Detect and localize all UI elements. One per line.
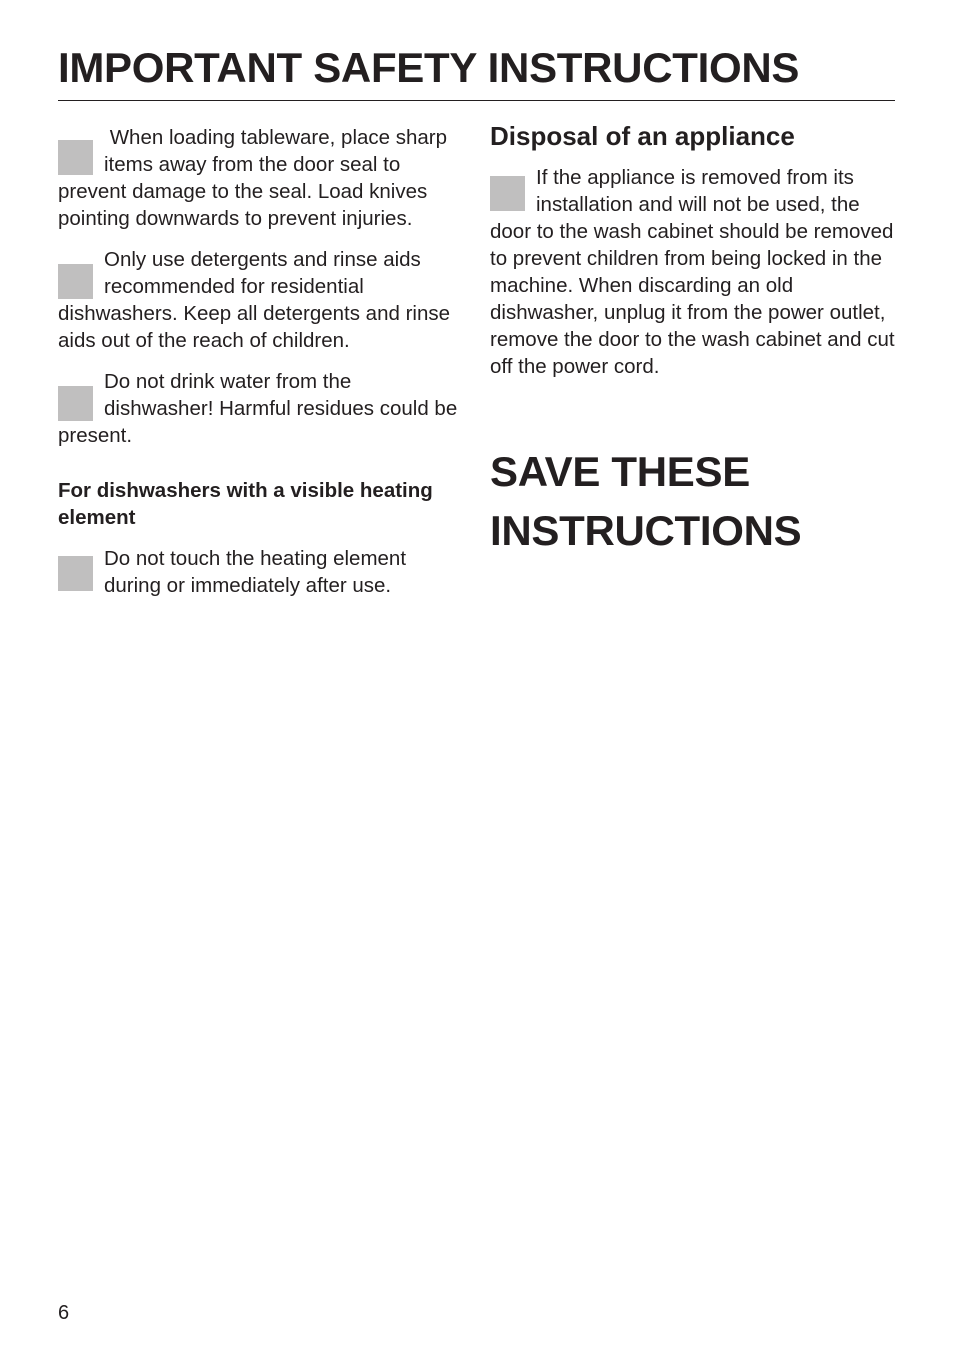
disposal-item-text: If the appliance is removed from its installation and will not be used, the door to the wash cabinet should be removed to prevent children from being locked in the machine. When discarding an old dishwasher, unplug it from the power outlet, remove the door to the wash cabinet and cut off the power cord. (490, 166, 895, 378)
disposal-heading: Disposal of an appliance (490, 121, 795, 151)
save-instructions-heading: SAVE THESE INSTRUCTIONS (490, 448, 802, 554)
bullet-square-icon (58, 140, 93, 175)
left-column (58, 120, 463, 599)
title-divider (58, 100, 895, 101)
safety-item-text: When loading tableware, place sharp items away from the door seal to prevent damage to the seal. Load knives pointing downwards to prevent injuries. (58, 126, 448, 230)
safety-item-water (58, 368, 463, 449)
page-number: 6 (58, 1302, 70, 1324)
safety-item-text: Only use detergents and rinse aids recommended for residential dishwashers. Keep all detergents and rinse aids out of the reach of children. (58, 248, 451, 352)
bullet-square-icon (490, 176, 525, 211)
safety-item-heating (58, 545, 463, 599)
page-title: IMPORTANT SAFETY INSTRUCTIONS (58, 44, 800, 91)
safety-item-text: Do not drink water from the dishwasher! Harmful residues could be present. (58, 370, 458, 447)
heating-element-subheading: For dishwashers with a visible heating element (58, 479, 433, 529)
safety-item-detergents (58, 246, 463, 354)
safety-item-text: Do not touch the heating element during or immediately after use. (104, 547, 407, 597)
right-column (490, 120, 895, 560)
safety-item-loading (58, 124, 463, 232)
bullet-square-icon (58, 556, 93, 591)
disposal-item (490, 164, 895, 380)
bullet-square-icon (58, 264, 93, 299)
bullet-square-icon (58, 386, 93, 421)
